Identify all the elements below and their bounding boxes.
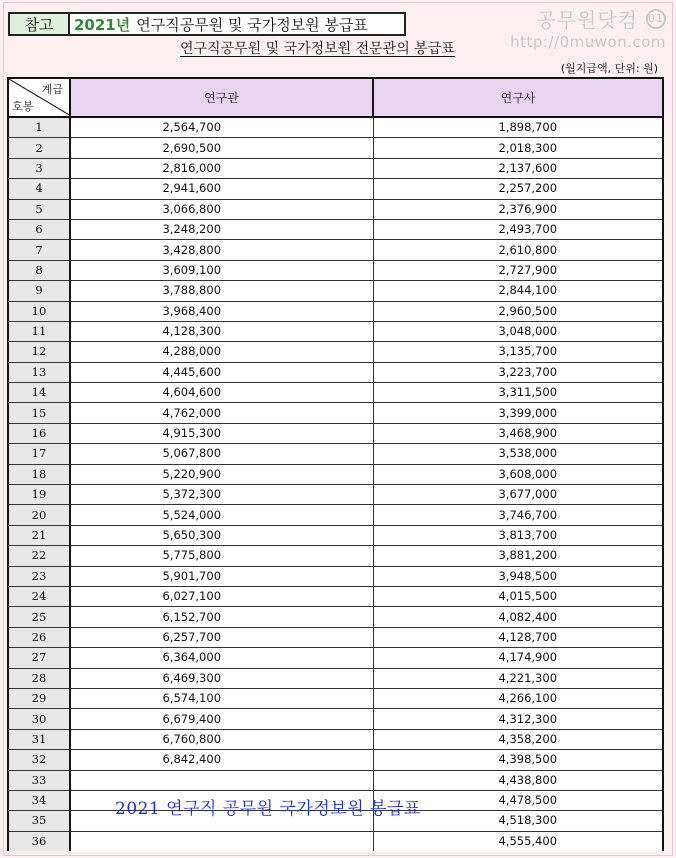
- senior-researcher-cell: 2,816,000: [70, 158, 373, 178]
- table-row: [8, 688, 663, 708]
- researcher-cell: 3,538,000: [373, 444, 663, 464]
- senior-researcher-cell: 6,027,100: [70, 586, 373, 606]
- step-cell: 11: [8, 321, 70, 341]
- reference-tag: 참고: [8, 12, 68, 36]
- step-cell: 24: [8, 586, 70, 606]
- researcher-cell: 3,677,000: [373, 485, 663, 505]
- researcher-cell: 2,610,800: [373, 240, 663, 260]
- table-row: [8, 831, 663, 851]
- step-cell: 30: [8, 709, 70, 729]
- senior-researcher-cell: 5,067,800: [70, 444, 373, 464]
- researcher-cell: 3,048,000: [373, 321, 663, 341]
- senior-researcher-cell: 5,775,800: [70, 546, 373, 566]
- senior-researcher-cell: 2,690,500: [70, 138, 373, 158]
- table-row: [8, 485, 663, 505]
- table-row: [8, 138, 663, 158]
- step-cell: 21: [8, 525, 70, 545]
- step-cell: 10: [8, 301, 70, 321]
- senior-researcher-cell: 5,524,000: [70, 505, 373, 525]
- step-cell: 29: [8, 688, 70, 708]
- senior-researcher-cell: 6,842,400: [70, 750, 373, 770]
- researcher-cell: 2,376,900: [373, 199, 663, 219]
- researcher-cell: 4,438,800: [373, 770, 663, 790]
- step-cell: 27: [8, 648, 70, 668]
- senior-researcher-cell: 2,564,700: [70, 117, 373, 138]
- table-row: [8, 240, 663, 260]
- table-row: [8, 117, 663, 138]
- table-row: [8, 199, 663, 219]
- researcher-cell: 2,727,900: [373, 260, 663, 280]
- handwritten-annotation: 2021 연구직 공무원 국가정보원 봉급표: [115, 799, 421, 819]
- table-row: [8, 525, 663, 545]
- header-row: [8, 78, 663, 117]
- table-row: [8, 179, 663, 199]
- senior-researcher-cell: 6,760,800: [70, 729, 373, 749]
- step-cell: 13: [8, 362, 70, 382]
- step-cell: 33: [8, 770, 70, 790]
- table-row: [8, 750, 663, 770]
- table-row: [8, 260, 663, 280]
- senior-researcher-cell: 4,445,600: [70, 362, 373, 382]
- senior-researcher-cell: 4,762,000: [70, 403, 373, 423]
- step-cell: 9: [8, 281, 70, 301]
- step-cell: 22: [8, 546, 70, 566]
- senior-researcher-cell: 3,609,100: [70, 260, 373, 280]
- researcher-cell: 4,312,300: [373, 709, 663, 729]
- senior-researcher-cell: 3,968,400: [70, 301, 373, 321]
- step-cell: 25: [8, 607, 70, 627]
- step-cell: 2: [8, 138, 70, 158]
- senior-researcher-cell: 3,428,800: [70, 240, 373, 260]
- column-header-senior-researcher: 연구관: [70, 78, 373, 117]
- table-row: [8, 342, 663, 362]
- researcher-cell: 3,135,700: [373, 342, 663, 362]
- step-cell: 23: [8, 566, 70, 586]
- step-cell: 17: [8, 444, 70, 464]
- senior-researcher-cell: 6,152,700: [70, 607, 373, 627]
- step-cell: 34: [8, 790, 70, 810]
- senior-researcher-cell: 6,574,100: [70, 688, 373, 708]
- table-row: [8, 586, 663, 606]
- step-cell: 15: [8, 403, 70, 423]
- senior-researcher-cell: 3,788,800: [70, 281, 373, 301]
- researcher-cell: 4,266,100: [373, 688, 663, 708]
- senior-researcher-cell: 6,364,000: [70, 648, 373, 668]
- watermark: [510, 4, 666, 51]
- researcher-cell: 4,478,500: [373, 790, 663, 810]
- table-row: [8, 423, 663, 443]
- senior-researcher-cell: 3,066,800: [70, 199, 373, 219]
- researcher-cell: 4,518,300: [373, 811, 663, 831]
- researcher-cell: 3,881,200: [373, 546, 663, 566]
- senior-researcher-cell: [70, 770, 373, 790]
- column-header-researcher: 연구사: [373, 78, 663, 117]
- researcher-cell: 4,015,500: [373, 586, 663, 606]
- table-row: [8, 444, 663, 464]
- table-row: [8, 362, 663, 382]
- researcher-cell: 1,898,700: [373, 117, 663, 138]
- step-cell: 16: [8, 423, 70, 443]
- senior-researcher-cell: [70, 831, 373, 851]
- watermark-brand: 공무원닷컴: [536, 8, 638, 32]
- table-row: [8, 627, 663, 647]
- table-row: [8, 668, 663, 688]
- senior-researcher-cell: 5,372,300: [70, 485, 373, 505]
- title-text: 연구직공무원 및 국가정보원 봉급표: [136, 15, 368, 34]
- researcher-cell: 2,137,600: [373, 158, 663, 178]
- researcher-cell: 4,358,200: [373, 729, 663, 749]
- senior-researcher-cell: 4,288,000: [70, 342, 373, 362]
- step-cell: 26: [8, 627, 70, 647]
- step-cell: 20: [8, 505, 70, 525]
- corner-label-grade: 계급: [41, 83, 63, 96]
- page-title: [68, 12, 406, 36]
- researcher-cell: 2,844,100: [373, 281, 663, 301]
- step-cell: 1: [8, 117, 70, 138]
- researcher-cell: 2,960,500: [373, 301, 663, 321]
- senior-researcher-cell: 4,915,300: [70, 423, 373, 443]
- table-row: [8, 321, 663, 341]
- researcher-cell: 3,948,500: [373, 566, 663, 586]
- table-row: [8, 607, 663, 627]
- researcher-cell: 3,813,700: [373, 525, 663, 545]
- researcher-cell: 2,257,200: [373, 179, 663, 199]
- table-row: [8, 709, 663, 729]
- researcher-cell: 4,174,900: [373, 648, 663, 668]
- table-row: [8, 281, 663, 301]
- senior-researcher-cell: 6,679,400: [70, 709, 373, 729]
- researcher-cell: 4,398,500: [373, 750, 663, 770]
- watermark-url: http://0muwon.com: [510, 33, 666, 51]
- unit-note: (월지급액, 단위: 원): [560, 62, 658, 75]
- senior-researcher-cell: 4,128,300: [70, 321, 373, 341]
- researcher-cell: 3,608,000: [373, 464, 663, 484]
- table-body: [8, 117, 663, 851]
- table-row: [8, 464, 663, 484]
- senior-researcher-cell: 5,650,300: [70, 525, 373, 545]
- researcher-cell: 4,221,300: [373, 668, 663, 688]
- step-cell: 8: [8, 260, 70, 280]
- step-cell: 32: [8, 750, 70, 770]
- senior-researcher-cell: 6,469,300: [70, 668, 373, 688]
- step-cell: 5: [8, 199, 70, 219]
- table-row: [8, 505, 663, 525]
- researcher-cell: 3,399,000: [373, 403, 663, 423]
- researcher-cell: 2,018,300: [373, 138, 663, 158]
- title-year: 2021년: [74, 15, 131, 34]
- table-row: [8, 158, 663, 178]
- step-cell: 31: [8, 729, 70, 749]
- researcher-cell: 4,082,400: [373, 607, 663, 627]
- corner-label-step: 호봉: [12, 100, 34, 113]
- researcher-cell: 3,223,700: [373, 362, 663, 382]
- senior-researcher-cell: 2,941,600: [70, 179, 373, 199]
- step-cell: 4: [8, 179, 70, 199]
- step-cell: 35: [8, 811, 70, 831]
- researcher-cell: 4,555,400: [373, 831, 663, 851]
- step-cell: 6: [8, 219, 70, 239]
- senior-researcher-cell: 5,220,900: [70, 464, 373, 484]
- step-cell: 18: [8, 464, 70, 484]
- table-row: [8, 301, 663, 321]
- senior-researcher-cell: 3,248,200: [70, 219, 373, 239]
- table-row: [8, 383, 663, 403]
- step-cell: 3: [8, 158, 70, 178]
- watermark-circle-icon: 01: [646, 9, 666, 29]
- step-cell: 7: [8, 240, 70, 260]
- table-row: [8, 219, 663, 239]
- subtitle: 연구직공무원 및 국가정보원 전문관의 봉급표: [180, 41, 455, 57]
- salary-table: [7, 77, 664, 851]
- table-row: [8, 648, 663, 668]
- researcher-cell: 4,128,700: [373, 627, 663, 647]
- table-row: [8, 546, 663, 566]
- table-row: [8, 566, 663, 586]
- table-row: [8, 403, 663, 423]
- researcher-cell: 2,493,700: [373, 219, 663, 239]
- senior-researcher-cell: 6,257,700: [70, 627, 373, 647]
- corner-header: [8, 78, 70, 117]
- step-cell: 28: [8, 668, 70, 688]
- researcher-cell: 3,746,700: [373, 505, 663, 525]
- senior-researcher-cell: 4,604,600: [70, 383, 373, 403]
- step-cell: 19: [8, 485, 70, 505]
- step-cell: 12: [8, 342, 70, 362]
- researcher-cell: 3,468,900: [373, 423, 663, 443]
- table-row: [8, 770, 663, 790]
- title-row: [8, 12, 406, 36]
- step-cell: 14: [8, 383, 70, 403]
- researcher-cell: 3,311,500: [373, 383, 663, 403]
- table-row: [8, 729, 663, 749]
- senior-researcher-cell: 5,901,700: [70, 566, 373, 586]
- step-cell: 36: [8, 831, 70, 851]
